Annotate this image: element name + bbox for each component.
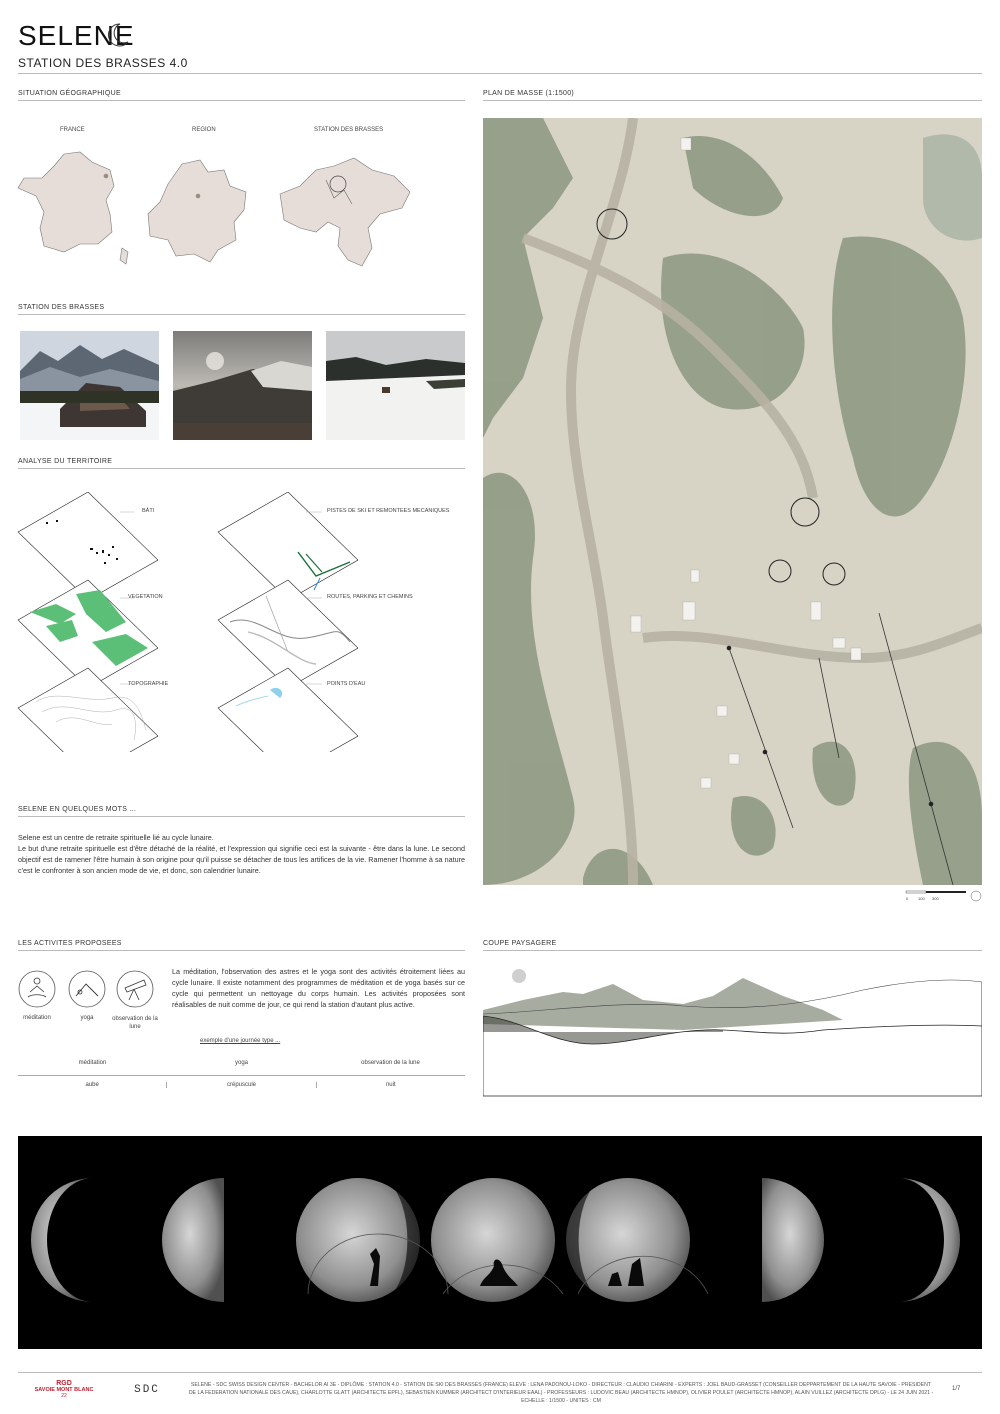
activites-paragraph: La méditation, l'observation des astres et le yoga sont des activités étroitement liées au cycle lunaire. Il existe notamment des programmes de méditation et de yoga basés sur ce cycle qui permettent un nettoyage du corps humain. Les activités proposées sont réalisables de nuit comme de jour, ce qui rend la station d'autant plus active. xyxy=(172,967,465,1009)
mots-title: SELENE EN QUELQUES MOTS ... xyxy=(18,806,137,813)
station-photo-snowfield xyxy=(326,331,465,440)
activites-divider xyxy=(18,950,465,951)
footer-credits: SELENE - SDC SWISS DESIGN CENTER - BACHELOR AI 3E - DIPLÔME : STATION 4.0 - STATION DE SKI DES BRASSES (FRANCE) ELEVE : LENA PADONOU-LOKO - DIRECTEUR : CLAUDIO CHIARINI - EXPERTS : JOEL BAUD-GRASSET (CONSEILLER DEPPARTEMENT DE LA HAUTE SAVOIE - PRESIDENT DE LA FEDERATION NATIONALE DES CAUE), CHARLOTTE GLATT (ARCHITECTE EPFL), SEBASTIEN KUMMER (ARCHITECT D'INTERIEUR EAAL) - PROFESSEURS : LUDOVIC BEAU (ARCHITECTE HMNOP), OLIVIER POULET (ARCHITECTE HMNOP), ALAIN VUILLEZ (ARCHITECTE DPLG) - LE 24 JUIN 2021 - ECHELLE : 1/1500 - UNITES : CM xyxy=(188,1382,934,1404)
scale-label-300: 300 xyxy=(932,896,939,901)
station-divider xyxy=(18,314,465,315)
france-map xyxy=(14,148,134,270)
station-photo-chalet xyxy=(20,331,159,440)
situation-divider xyxy=(18,100,465,101)
scale-label-100: 100 xyxy=(918,896,925,901)
layer-label-bati: BÂTI xyxy=(142,508,155,514)
icon-label-yoga: yoga xyxy=(80,1015,94,1021)
coupe-title: COUPE PAYSAGERE xyxy=(483,940,557,947)
table-activity-2: yoga xyxy=(234,1060,248,1066)
moon-phases-banner xyxy=(18,1136,982,1349)
map-label-region: REGION xyxy=(192,127,216,133)
footer-logo-rgd xyxy=(30,1380,98,1399)
footer-logo-sdc: SDC xyxy=(134,1384,160,1396)
site-plan-map xyxy=(483,118,982,885)
layer-label-routes: ROUTES, PARKING ET CHEMINS xyxy=(327,594,413,600)
scale-bar xyxy=(904,888,984,904)
coupe-divider xyxy=(483,950,982,951)
icon-label-meditation: méditation xyxy=(23,1015,51,1021)
logo-rgd-top: RGD xyxy=(56,1380,72,1387)
exemple-link: exemple d'une journée type ... xyxy=(200,1038,281,1044)
logo-rgd-num: 22 xyxy=(61,1393,67,1399)
table-activity-1: méditation xyxy=(78,1060,107,1066)
meditation-icon xyxy=(18,970,56,1008)
analyse-divider xyxy=(18,468,465,469)
table-time-3: nuit xyxy=(385,1082,396,1088)
map-label-station: STATION DES BRASSES xyxy=(314,127,384,133)
telescope-icon xyxy=(116,970,154,1008)
activites-title: LES ACTIVITES PROPOSEES xyxy=(18,940,122,947)
landscape-section xyxy=(483,960,982,1100)
analyse-title: ANALYSE DU TERRITOIRE xyxy=(18,458,113,465)
page-title: SELENE xyxy=(18,20,135,51)
layer-label-topographie: TOPOGRAPHIE xyxy=(128,681,169,687)
map-label-france: FRANCE xyxy=(60,127,85,133)
layer-label-pistes: PISTES DE SKI ET REMONTEES MECANIQUES xyxy=(327,508,450,514)
yoga-icon xyxy=(68,970,106,1008)
territory-layers-diagram xyxy=(16,492,466,752)
header-divider xyxy=(18,73,982,74)
moon-phase-5 xyxy=(558,1178,690,1302)
layer-label-points-eau: POINTS D'EAU xyxy=(327,681,366,687)
region-map xyxy=(146,158,256,266)
station-map xyxy=(276,150,416,270)
table-time-1: aube xyxy=(18,1082,167,1088)
table-activity-3: observation de la lune xyxy=(361,1060,420,1066)
icon-label-observation: observation de la lune xyxy=(112,1016,158,1030)
footer-divider xyxy=(18,1372,982,1373)
scale-label-0: 0 xyxy=(906,896,909,901)
mots-divider xyxy=(18,816,465,817)
page-number: 1/7 xyxy=(952,1386,961,1392)
layer-label-vegetation: VEGETATION xyxy=(128,594,163,600)
crescent-moon-icon xyxy=(104,22,130,48)
station-photo-valley xyxy=(173,331,312,440)
situation-title: SITUATION GÉOGRAPHIQUE xyxy=(18,90,121,97)
mots-paragraph: Selene est un centre de retraite spirituelle lié au cycle lunaire. Le but d'une retraite spirituelle est d'être détaché de la réalité, et l'expression qui signifie ceci est la suivante - être dans la lune. Le second objectif est de ramener l'être humain à son origine pour qu'il puisse se détacher de tous les artifices de la vie. Ramener l'homme à sa nature c'est le confronter à son ancien mode de vie, et donc, son calendrier lunaire. xyxy=(18,833,465,875)
table-time-2: crépuscule xyxy=(167,1082,316,1088)
logo-rgd-bottom: SAVOIE MONT BLANC xyxy=(34,1387,94,1393)
plan-divider xyxy=(483,100,982,101)
page-subtitle: STATION DES BRASSES 4.0 xyxy=(18,56,188,70)
station-title: STATION DES BRASSES xyxy=(18,304,105,311)
journee-table xyxy=(18,1060,465,1094)
north-arrow-icon xyxy=(971,891,981,901)
plan-title: PLAN DE MASSE (1:1500) xyxy=(483,90,575,97)
